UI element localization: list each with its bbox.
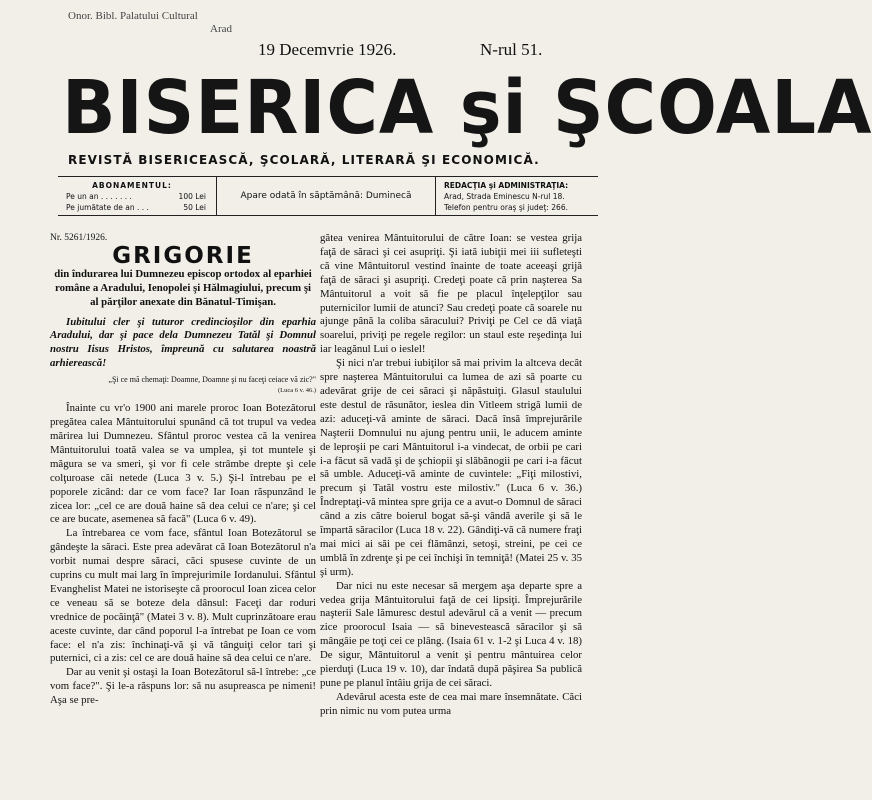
right-column <box>320 232 582 719</box>
subscription-heading: ABONAMENTUL: <box>92 181 172 190</box>
subscription-label: Pe un an . . . . . . . <box>66 192 132 201</box>
epigraph-source: (Luca 6 v. 46.) <box>277 387 316 395</box>
left-column <box>50 232 316 708</box>
subscription-row <box>58 191 206 202</box>
tagline: REVISTĂ BISERICEASCĂ, ŞCOLARĂ, LITERARĂ ŞI ECONOMICĂ. <box>68 153 540 167</box>
epigraph-text: „Şi ce mă chemaţi: Doamne, Doamne şi nu faceţi ceiace vă zic?" <box>108 375 316 385</box>
subscription-row <box>58 202 206 213</box>
office-heading: REDACŢIA şi ADMINISTRAŢIA: <box>444 181 569 190</box>
stamp-line: Onor. Bibl. Palatului Cultural <box>68 10 198 22</box>
greeting: Iubitului cler şi tuturor credincioşilor din eparhia Aradului, dar şi pace dela Dumnezeu Tatăl şi Domnul nostru Iisus Hristos, împreună cu salutarea noastră arhierească! <box>50 315 316 370</box>
paragraph: La întrebarea ce vom face, sfântul Ioan Botezătorul se gândeşte la săraci. Este prea adevărat că Ioan Botezătorul n'a vorbit numai despre săraci, căci spusese cuvinte de un cuprins cu mult mai larg în împrejurimile Iordanului. Sfântul Evanghelist Matei ne istoriseşte că proorocul Ioan zicea celor ce veneau să se boteze dela dânsul: Faceţi dar roduri vrednice de pocăinţă" (Matei 3 v. 8). Mult cuprinzătoare erau aceste cuvinte, dar când poporul l-a întrebat pe Ioan ce vom face: el n'a zis: închinaţi-vă şi vă tânguiţi celor tari şi puternici, ci a zis: cel ce are două haine să dea celui ce n'are. <box>50 527 316 665</box>
info-bar <box>58 176 598 216</box>
subscription-label: Pe jumătate de an . . . <box>66 203 149 212</box>
document-number: Nr. 5261/1926. <box>50 233 108 243</box>
masthead-title: BISERICA şi ŞCOALA <box>62 65 872 151</box>
subscription-box <box>58 180 206 213</box>
paragraph: Şi nici n'ar trebui iubiţilor să mai privim la altceva decât spre naşterea Mântuitorului ca lumea de azi să poarte cu adevărat grije de cei săraci şi năpăstuiţi. Glasul staulului este destul de răsunător, ieslea din Vitleem strigă lumii de azi: aduceţi-vă aminte de săraci. Dacă însă împrejurările Naşterii Domnului nu ajung pentru unii, le aducem aminte de leproşii pe cari Mântuitorul i-a vindecat, de orbii pe cari i-a făcut să vadă şi de şchiopii şi slăbănogii pe cari i-a făcut să umble. Aduceţi-vă aminte de cuvintele: „Fiţi milostivi, precum şi Tatăl vostru este milostiv." (Luca 6 v. 36.) Îndreptaţi-vă mintea spre grija ce a avut-o Domnul de săraci când a zis către boierul bogat să-şi vândă averile şi să le împartă săracilor (Luca 18 v. 22). Gândiţi-vă că numere fraţi mai mici ai săi pe cei flămânzi, setoşi, streini, pe cei ce umblă în zdrenţe şi pe cei închişi în temniţă! (Matei 25 v. 35 şi urm). <box>320 357 582 578</box>
library-stamp <box>68 10 243 36</box>
epigraph <box>50 375 316 396</box>
office-phone: Telefon pentru oraş şi judeţ: 266. <box>444 203 568 212</box>
office-box <box>444 180 598 213</box>
bishop-title: din îndurarea lui Dumnezeu episcop ortodox al eparhiei române a Aradului, Ienopolei şi Hălmagiului, precum şi al părţilor anexate din Bănatul-Timişan. <box>54 267 312 308</box>
stamp-city: Arad <box>210 23 232 35</box>
office-address: Arad, Strada Eminescu N-rul 18. <box>444 192 565 201</box>
paragraph: Dar nici nu este necesar să mergem aşa departe spre a vedea grija Mântuitorului faţă de cei lipsiţi. Împrejurările naşterii Sale lămuresc destul adevărul că a venit — precum zice proorocul Isaia — să binevestească săracilor şi să mângâie pe toţi cei ce plâng. (Isaia 61 v. 1-2 şi Luca 4 v. 18) De sigur, Mântuitorul a venit şi pentru mântuirea celor pierduţi (Luca 19 v. 10), dar îndată după păşirea Sa publică pune pe planul întâiu grija de cei săraci. <box>320 579 582 689</box>
paragraph: Adevărul acesta este de cea mai mare însemnătate. Căci prin nimic nu vom putea urma <box>320 690 582 717</box>
frequency-box: Apare odată în săptămână: Duminecă <box>216 177 436 215</box>
paragraph: Înainte cu vr'o 1900 ani marele proroc Ioan Botezătorul pregătea calea Mântuitorului spunând că tot trupul va vedea mărirea lui Dumnezeu. Sfântul proroc vestea că la venirea Mântuitorului toată valea se va umplea, şi tot muntele şi măgura se va smeri, şi vor fi cele strâmbe drepte şi cele colţuroase căi netede (Luca 3 v. 5.) Şi-l întrebau pe el poporele zicând: dar ce vom face? Iar Ioan răspunzând le zicea lor: „cel ce are două haine să dea celui ce n'are; şi cel ce are bucate, asemenea să facă" (Luca 6 v. 49). <box>50 402 316 526</box>
issue-number: N-rul 51. <box>480 40 543 59</box>
paragraph: Dar au venit şi ostaşi la Ioan Botezătorul să-l întrebe: „ce vom face?". Şi le-a răspuns lor: să nu asupreasca pe nimeni! Aşa se pre- <box>50 666 316 707</box>
article-heading: GRIGORIE <box>112 242 254 269</box>
subscription-price: 100 Lei <box>178 192 206 201</box>
issue-date: 19 Decemvrie 1926. <box>258 40 397 59</box>
paragraph: gătea venirea Mântuitorului de către Ioan: se vestea grija faţă de săraci şi cei asupriţi. Şi iată iubiţii mei iii sufleteşti că vine Mântuitorul vestind înainte de toate aceeaşi grijă faţă de săraci şi asupriţi. Credeţi poate că prin naşterea Sa Mântuitorul a voit să fie pe placul înţelepţilor sau puternicilor lumii de atunci? Sau credeţi poate că soarele nu ajunge până la coliba săracului? Priviţi pe Cel ce dă viaţă soarelui, priviţi pe regele regilor: un staul este reşedinţa lui iar leagănul Lui o ieslel! <box>320 232 582 356</box>
subscription-price: 50 Lei <box>183 203 206 212</box>
